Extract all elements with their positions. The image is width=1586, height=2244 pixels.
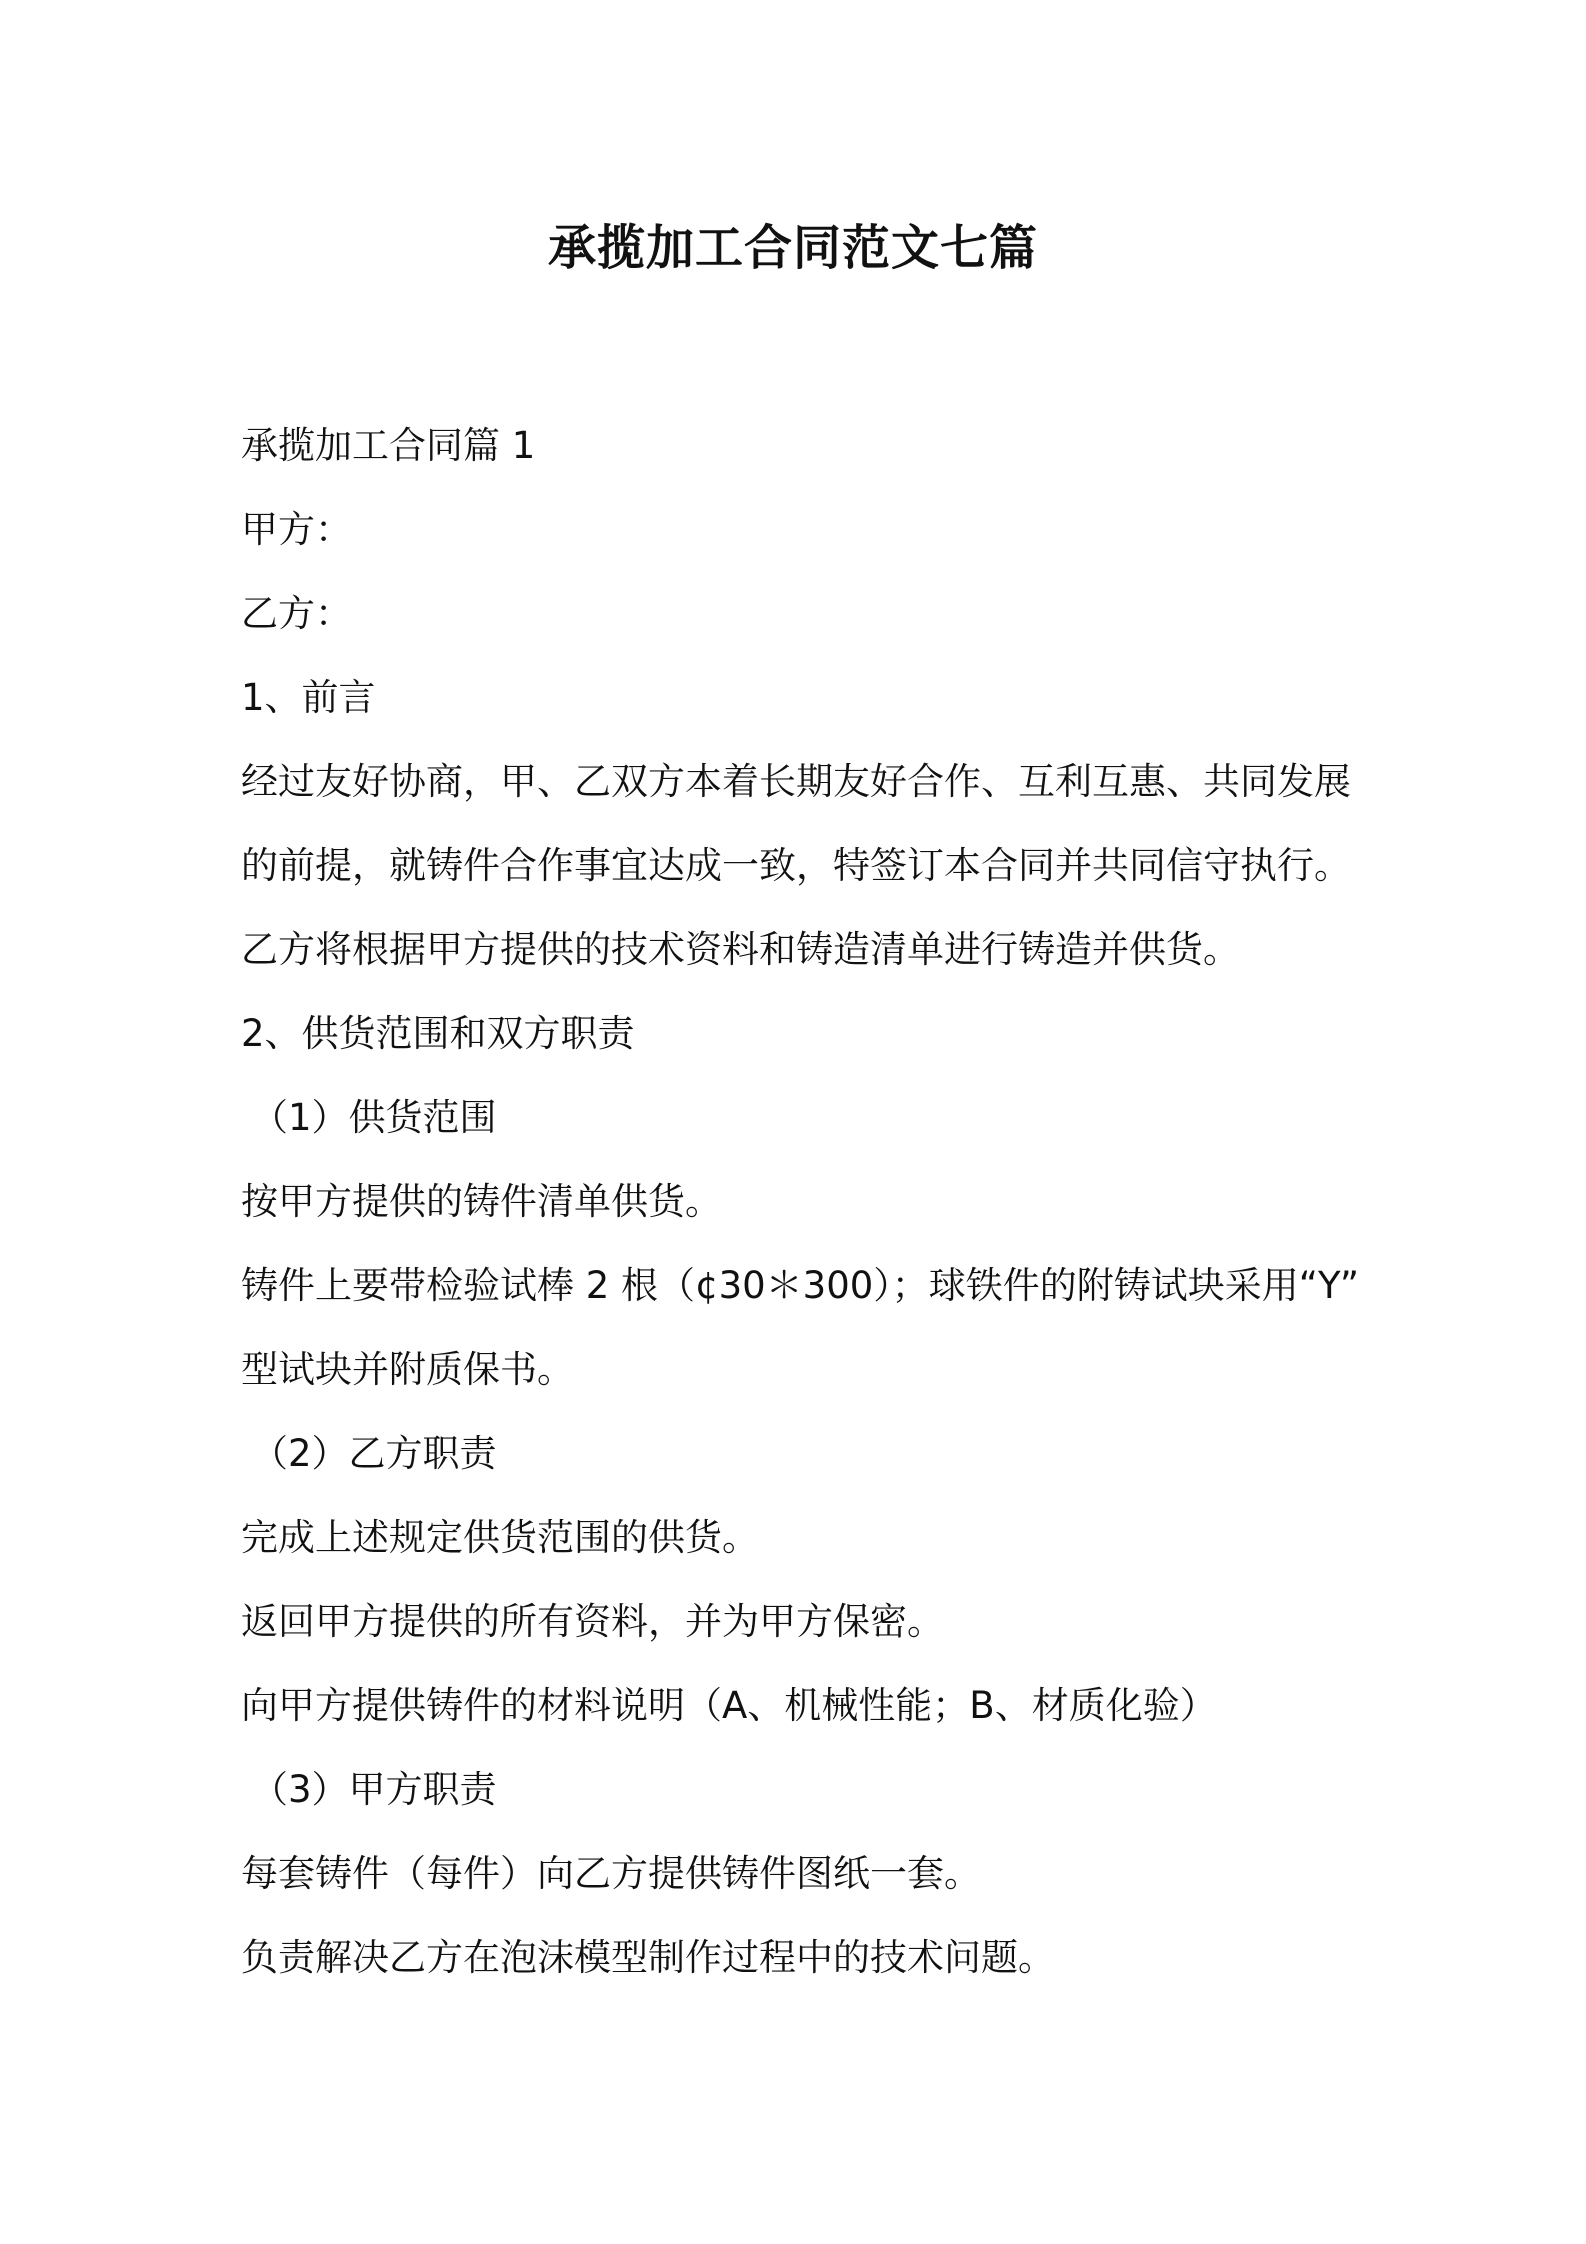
document-title: 承揽加工合同范文七篇 bbox=[547, 220, 1038, 276]
clause-heading: 1、前言 bbox=[241, 676, 376, 719]
subclause-heading: （1）供货范围 bbox=[251, 1096, 497, 1139]
paragraph-line: 每套铸件（每件）向乙方提供铸件图纸一套。 bbox=[241, 1852, 981, 1895]
paragraph-line: 向甲方提供铸件的材料说明（A、机械性能；B、材质化验） bbox=[241, 1684, 1217, 1727]
subclause-heading: （3）甲方职责 bbox=[251, 1768, 497, 1811]
document-body bbox=[241, 404, 1361, 2000]
paragraph-line: 经过友好协商，甲、乙双方本着长期友好合作、互利互惠、共同发展 bbox=[241, 760, 1351, 803]
subclause-heading: （2）乙方职责 bbox=[251, 1432, 497, 1475]
paragraph-line: 负责解决乙方在泡沫模型制作过程中的技术问题。 bbox=[241, 1936, 1055, 1979]
paragraph-line: 返回甲方提供的所有资料，并为甲方保密。 bbox=[241, 1600, 944, 1643]
paragraph-line: 型试块并附质保书。 bbox=[241, 1348, 574, 1391]
paragraph-line: 按甲方提供的铸件清单供货。 bbox=[241, 1180, 722, 1223]
clause-heading: 2、供货范围和双方职责 bbox=[241, 1012, 635, 1055]
party-b-label: 乙方： bbox=[241, 592, 352, 635]
paragraph-line: 乙方将根据甲方提供的技术资料和铸造清单进行铸造并供货。 bbox=[241, 928, 1240, 971]
party-a-label: 甲方： bbox=[241, 508, 352, 551]
paragraph-line: 铸件上要带检验试棒 2 根（¢30＊300）；球铁件的附铸试块采用“Y” bbox=[241, 1264, 1360, 1307]
paragraph-line: 完成上述规定供货范围的供货。 bbox=[241, 1516, 759, 1559]
paragraph-line: 的前提，就铸件合作事宜达成一致，特签订本合同并共同信守执行。 bbox=[241, 844, 1351, 887]
section-heading: 承揽加工合同篇 1 bbox=[241, 424, 536, 467]
